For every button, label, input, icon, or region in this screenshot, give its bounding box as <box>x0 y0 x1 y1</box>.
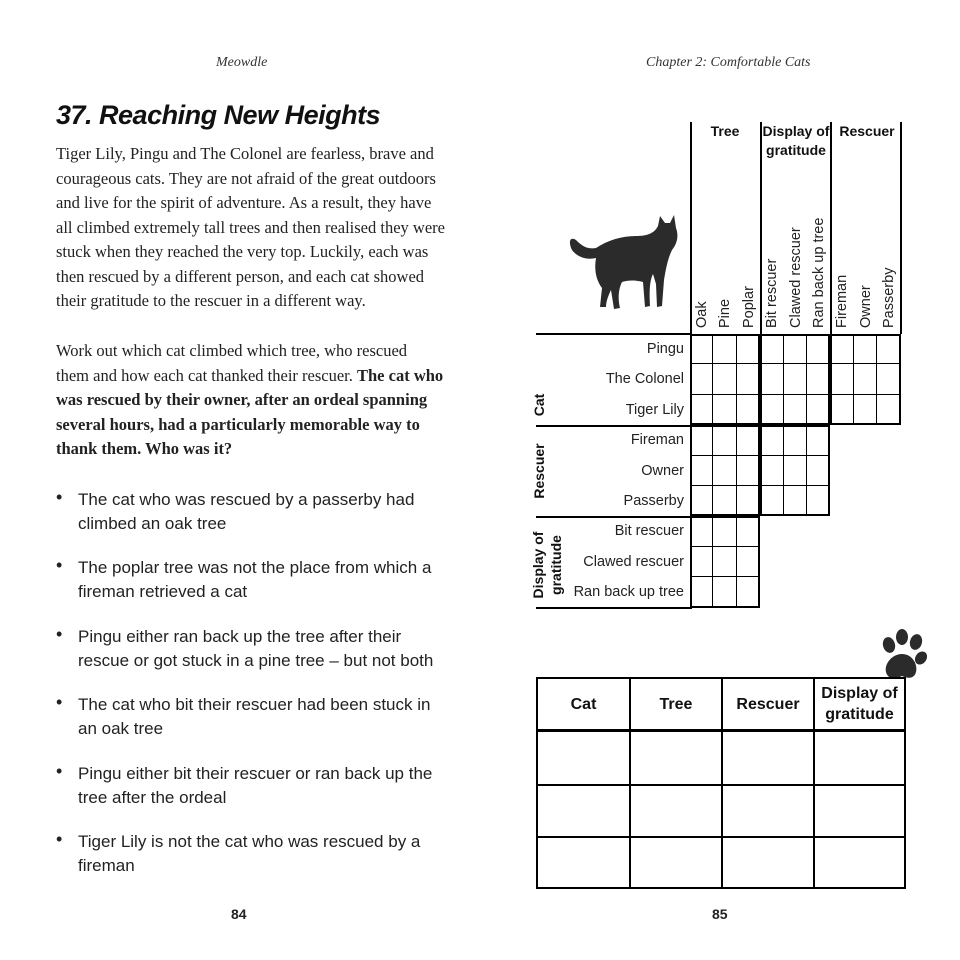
answer-cell[interactable] <box>631 838 721 887</box>
grid-cell[interactable] <box>784 364 807 394</box>
task-question-line: was rescued by their owner, after an ordeal spanning <box>56 390 428 409</box>
grid-cell[interactable] <box>830 364 853 394</box>
grid-cell[interactable] <box>713 456 736 486</box>
grid-cell[interactable] <box>690 516 713 546</box>
row-item-label: The Colonel <box>605 371 684 388</box>
answer-cell[interactable] <box>723 732 813 784</box>
row-group-header-rescuer <box>531 436 551 506</box>
puzzle-title: 37. Reaching New Heights <box>56 100 381 130</box>
row-item-label: Owner <box>641 462 684 479</box>
col-group-header-gratitude <box>761 122 831 160</box>
answer-cell[interactable] <box>631 786 721 836</box>
clue-text: The poplar tree was not the place from which a <box>78 558 432 577</box>
answer-table <box>536 677 906 889</box>
col-group-divider <box>900 122 902 334</box>
answer-cell[interactable] <box>815 786 904 836</box>
running-head-left: Meowdle <box>216 55 268 70</box>
col-group-divider <box>830 122 832 334</box>
column-item-label: Passerby <box>881 267 898 328</box>
row-item-label: Tiger Lily <box>625 401 684 418</box>
grid-cell[interactable] <box>807 486 830 516</box>
grid-cell[interactable] <box>807 425 830 455</box>
intro-line: their gratitude to the rescuer in a different way. <box>56 291 366 310</box>
page-number-right: 85 <box>712 906 728 922</box>
grid-cell[interactable] <box>713 334 736 364</box>
grid-cell[interactable] <box>713 364 736 394</box>
row-group-label: Display of <box>530 531 546 599</box>
grid-cell[interactable] <box>760 425 783 455</box>
page-number-left: 84 <box>231 906 247 922</box>
row-group-label: Cat <box>531 393 547 417</box>
bullet-icon: • <box>56 692 63 712</box>
grid-cell[interactable] <box>760 334 783 364</box>
grid-cell[interactable] <box>690 364 713 394</box>
clue-item <box>78 556 458 604</box>
clue-text: Pingu either ran back up the tree after their <box>78 627 402 646</box>
intro-line: courageous cats. They are not afraid of the great outdoors <box>56 168 436 188</box>
clue-item <box>78 762 458 810</box>
grid-cell[interactable] <box>807 456 830 486</box>
col-group-divider <box>690 122 692 334</box>
grid-cell[interactable] <box>737 334 760 364</box>
grid-cell[interactable] <box>737 577 760 607</box>
bullet-icon: • <box>56 624 63 644</box>
column-item-label: Pine <box>717 298 734 328</box>
clue-text: fireman <box>78 856 135 875</box>
grid-cell[interactable] <box>713 395 736 425</box>
answer-header-cat: Cat <box>570 695 597 713</box>
answer-header-gratitude <box>815 679 904 729</box>
grid-cell[interactable] <box>760 456 783 486</box>
column-item-label: Oak <box>694 301 710 328</box>
column-item-label: Poplar <box>740 286 757 328</box>
clue-text: The cat who was rescued by a passerby had <box>78 490 415 509</box>
grid-cell[interactable] <box>690 334 713 364</box>
grid-cell[interactable] <box>784 395 807 425</box>
answer-header-tree: Tree <box>659 695 693 713</box>
clue-text: climbed an oak tree <box>78 514 227 533</box>
task-paragraph <box>56 339 456 462</box>
intro-line: stuck when they reached the very top. Luckily, each was <box>56 242 429 261</box>
grid-cell[interactable] <box>854 364 877 394</box>
task-line: them and how each cat thanked their rescuer. <box>56 365 353 385</box>
answer-header-gratitude-line: gratitude <box>825 706 894 723</box>
grid-cell[interactable] <box>737 425 760 455</box>
grid-cell[interactable] <box>737 547 760 577</box>
grid-cell[interactable] <box>690 456 713 486</box>
grid-cell[interactable] <box>760 364 783 394</box>
grid-cell[interactable] <box>737 486 760 516</box>
clue-text: Pingu either bit their rescuer or ran back up the <box>78 764 433 783</box>
column-item-label: Clawed rescuer <box>787 227 804 328</box>
answer-cell[interactable] <box>723 786 813 836</box>
answer-cell[interactable] <box>538 838 629 887</box>
bullet-icon: • <box>56 555 63 575</box>
bullet-icon: • <box>56 761 63 781</box>
grid-cell[interactable] <box>713 516 736 546</box>
grid-cell[interactable] <box>784 456 807 486</box>
grid-cell[interactable] <box>690 425 713 455</box>
column-item-label: Ran back up tree <box>811 217 827 328</box>
grid-cell[interactable] <box>760 486 783 516</box>
grid-cell[interactable] <box>713 425 736 455</box>
clue-item <box>78 693 458 741</box>
grid-cell[interactable] <box>713 486 736 516</box>
column-item-label: Owner <box>857 285 874 328</box>
row-group-divider <box>536 333 692 335</box>
grid-cell[interactable] <box>690 547 713 577</box>
grid-cell[interactable] <box>877 395 900 425</box>
answer-cell[interactable] <box>538 732 629 784</box>
row-item-label: Passerby <box>623 493 684 509</box>
running-head-right: Chapter 2: Comfortable Cats <box>646 55 811 70</box>
grid-cell[interactable] <box>854 334 877 364</box>
row-item-label: Pingu <box>646 341 684 357</box>
intro-line: all climbed extremely tall trees and then realised they were <box>56 217 445 237</box>
bullet-icon: • <box>56 487 63 507</box>
column-item-label: Fireman <box>834 274 851 328</box>
clue-text: fireman retrieved a cat <box>78 582 248 601</box>
col-group-label: gratitude <box>766 142 826 158</box>
intro-paragraph <box>56 142 456 314</box>
clue-text: rescue or got stuck in a pine tree – but not both <box>78 651 434 670</box>
answer-cell[interactable] <box>723 838 813 887</box>
task-question-line: several hours, had a particularly memorable way to <box>56 414 420 434</box>
col-group-divider <box>760 122 762 334</box>
grid-cell[interactable] <box>830 395 853 425</box>
row-group-label: Rescuer <box>531 443 547 499</box>
intro-line: and live for the spirit of adventure. As a result, they have <box>56 193 432 212</box>
clue-text: The cat who bit their rescuer had been stuck in <box>78 695 431 714</box>
row-item-label: Fireman <box>630 432 684 449</box>
grid-cell[interactable] <box>854 395 877 425</box>
task-question-line: thank them. Who was it? <box>56 439 233 458</box>
grid-cell[interactable] <box>690 395 713 425</box>
row-group-divider <box>536 516 692 518</box>
grid-cell[interactable] <box>690 486 713 516</box>
grid-cell[interactable] <box>760 395 783 425</box>
row-group-label: gratitude <box>548 535 564 595</box>
answer-cell[interactable] <box>538 786 629 836</box>
col-group-label: Display of <box>762 123 830 139</box>
grid-cell[interactable] <box>807 395 830 425</box>
row-group-header-gratitude <box>529 520 569 610</box>
clue-text: tree after the ordeal <box>78 788 227 807</box>
clue-item <box>78 488 458 536</box>
row-item-label: Ran back up tree <box>573 584 684 601</box>
col-group-label: Rescuer <box>839 123 895 139</box>
cat-silhouette-icon <box>566 210 686 318</box>
grid-cell[interactable] <box>784 334 807 364</box>
grid-cell[interactable] <box>713 547 736 577</box>
answer-header-gratitude-line: Display of <box>821 685 898 702</box>
col-group-header-tree <box>690 122 760 141</box>
row-group-divider <box>536 607 692 609</box>
bullet-icon: • <box>56 829 63 849</box>
grid-cell[interactable] <box>877 364 900 394</box>
grid-cell[interactable] <box>807 364 830 394</box>
grid-cell[interactable] <box>830 334 853 364</box>
grid-cell[interactable] <box>737 395 760 425</box>
grid-cell[interactable] <box>807 334 830 364</box>
row-item-label: Bit rescuer <box>614 523 684 540</box>
clue-text: Tiger Lily is not the cat who was rescued by a <box>78 832 421 851</box>
grid-cell[interactable] <box>784 425 807 455</box>
row-group-divider <box>536 425 692 427</box>
grid-cell[interactable] <box>737 364 760 394</box>
clue-item <box>78 625 458 673</box>
task-question-line: The cat who <box>357 365 444 385</box>
col-group-header-rescuer <box>832 122 902 141</box>
row-item-label: Clawed rescuer <box>583 553 684 570</box>
grid-cell[interactable] <box>877 334 900 364</box>
col-group-label: Tree <box>710 123 740 139</box>
grid-cell[interactable] <box>690 577 713 607</box>
row-group-header-cat <box>531 392 551 418</box>
grid-cell[interactable] <box>737 456 760 486</box>
grid-cell[interactable] <box>737 516 760 546</box>
clue-item <box>78 830 458 878</box>
clue-text: an oak tree <box>78 719 164 738</box>
answer-cell[interactable] <box>631 732 721 784</box>
intro-line: then rescued by a different person, and each cat showed <box>56 266 425 286</box>
answer-cell[interactable] <box>815 732 904 784</box>
answer-cell[interactable] <box>815 838 904 887</box>
grid-cell[interactable] <box>784 486 807 516</box>
column-item-label: Bit rescuer <box>764 258 781 328</box>
grid-cell[interactable] <box>713 577 736 607</box>
answer-header-rescuer: Rescuer <box>736 695 800 713</box>
task-line: Work out which cat climbed which tree, who rescued <box>56 341 408 360</box>
intro-line: Tiger Lily, Pingu and The Colonel are fearless, brave and <box>56 144 434 163</box>
